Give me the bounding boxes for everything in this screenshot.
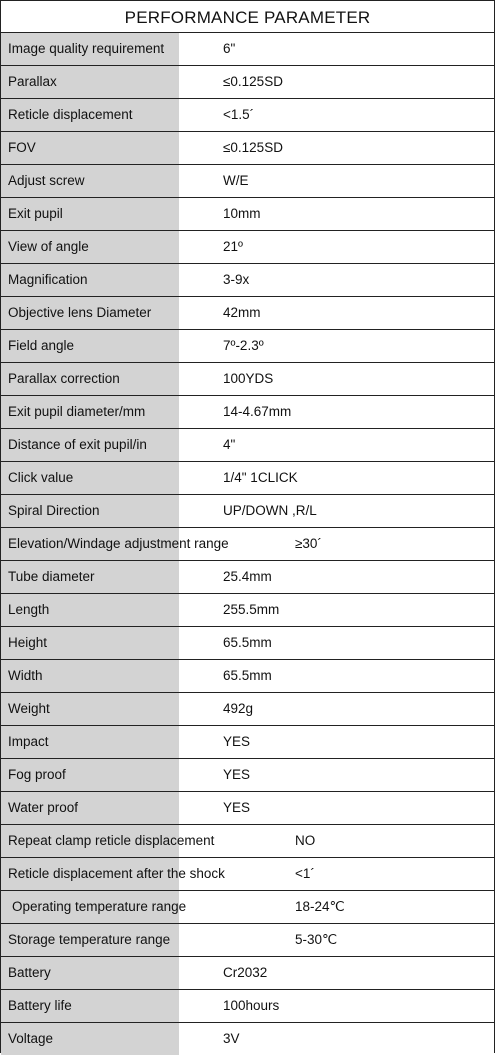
row-label: Fog proof xyxy=(8,767,66,782)
table-row xyxy=(1,726,494,759)
table-row xyxy=(1,693,494,726)
table-row xyxy=(1,330,494,363)
table-row xyxy=(1,924,494,957)
row-label: Repeat clamp reticle displacement xyxy=(8,833,215,848)
row-label: Exit pupil xyxy=(8,206,63,221)
row-value: 6" xyxy=(223,41,236,56)
row-value: ≤0.125SD xyxy=(223,74,283,89)
table-row xyxy=(1,627,494,660)
table-row xyxy=(1,33,494,66)
table-row xyxy=(1,99,494,132)
row-value: <1.5´ xyxy=(223,107,255,122)
row-label: Reticle displacement after the shock xyxy=(8,866,225,881)
row-value: YES xyxy=(223,767,251,782)
table-row xyxy=(1,1023,494,1055)
row-label: Magnification xyxy=(8,272,88,287)
row-label: Tube diameter xyxy=(8,569,95,584)
row-value: 4" xyxy=(223,437,236,452)
table-row xyxy=(1,198,494,231)
row-value: 14-4.67mm xyxy=(223,404,292,419)
row-label: Adjust screw xyxy=(8,173,85,188)
row-value: 100YDS xyxy=(223,371,274,386)
table-row xyxy=(1,495,494,528)
table-row xyxy=(1,594,494,627)
row-value: 10mm xyxy=(223,206,261,221)
row-value: W/E xyxy=(223,173,249,188)
row-value: YES xyxy=(223,734,251,749)
row-value: 3-9x xyxy=(223,272,250,287)
table-row xyxy=(1,792,494,825)
row-value: 1/4" 1CLICK xyxy=(223,470,298,485)
row-label: Length xyxy=(8,602,50,617)
row-label: Weight xyxy=(8,701,50,716)
row-value: 25.4mm xyxy=(223,569,272,584)
row-label: Impact xyxy=(8,734,49,749)
table-row xyxy=(1,957,494,990)
row-label: View of angle xyxy=(8,239,89,254)
table-row xyxy=(1,825,494,858)
row-label: Image quality requirement xyxy=(8,41,165,56)
row-label: Field angle xyxy=(8,338,75,353)
table-row xyxy=(1,132,494,165)
row-label: Parallax correction xyxy=(8,371,120,386)
table-row xyxy=(1,297,494,330)
row-label: Voltage xyxy=(8,1031,54,1046)
row-value: 255.5mm xyxy=(223,602,280,617)
row-label: Spiral Direction xyxy=(8,503,100,518)
table-row xyxy=(1,231,494,264)
row-label: Elevation/Windage adjustment range xyxy=(8,536,229,551)
row-value: 18-24℃ xyxy=(295,899,345,914)
row-label: Storage temperature range xyxy=(8,932,171,947)
table-row xyxy=(1,462,494,495)
row-label: Distance of exit pupil/in xyxy=(8,437,147,452)
table-row xyxy=(1,165,494,198)
row-label: Battery xyxy=(8,965,51,980)
row-label: Operating temperature range xyxy=(12,899,187,914)
table-row xyxy=(1,528,494,561)
row-value: 21º xyxy=(223,239,243,254)
row-value: ≥30´ xyxy=(295,536,322,551)
table-row xyxy=(1,759,494,792)
row-value: 5-30℃ xyxy=(295,932,338,947)
row-value: ≤0.125SD xyxy=(223,140,283,155)
row-value: 100hours xyxy=(223,998,280,1013)
row-value: UP/DOWN ,R/L xyxy=(223,503,317,518)
row-value: YES xyxy=(223,800,251,815)
row-value: 7º-2.3º xyxy=(223,338,264,353)
table-row xyxy=(1,660,494,693)
table-row xyxy=(1,264,494,297)
row-label: Objective lens Diameter xyxy=(8,305,152,320)
table-row xyxy=(1,363,494,396)
table-row xyxy=(1,429,494,462)
table-row xyxy=(1,561,494,594)
row-label: Height xyxy=(8,635,48,650)
row-value: NO xyxy=(295,833,316,848)
table-row xyxy=(1,990,494,1023)
row-value: Cr2032 xyxy=(223,965,268,980)
row-label: Click value xyxy=(8,470,74,485)
row-label: Water proof xyxy=(8,800,79,815)
row-label: FOV xyxy=(8,140,36,155)
table-row xyxy=(1,66,494,99)
row-label: Battery life xyxy=(8,998,72,1013)
row-value: 65.5mm xyxy=(223,668,272,683)
row-label: Reticle displacement xyxy=(8,107,133,122)
row-value: 42mm xyxy=(223,305,261,320)
table-row xyxy=(1,858,494,891)
sheet-title: PERFORMANCE PARAMETER xyxy=(1,1,494,33)
table-row xyxy=(1,396,494,429)
parameter-table xyxy=(1,33,494,1055)
row-value: 65.5mm xyxy=(223,635,272,650)
row-value: 492g xyxy=(223,701,254,716)
row-label: Exit pupil diameter/mm xyxy=(8,404,146,419)
row-value: 3V xyxy=(223,1031,240,1046)
row-label: Parallax xyxy=(8,74,57,89)
row-value: <1´ xyxy=(295,866,315,881)
table-row xyxy=(1,891,494,924)
row-label: Width xyxy=(8,668,43,683)
